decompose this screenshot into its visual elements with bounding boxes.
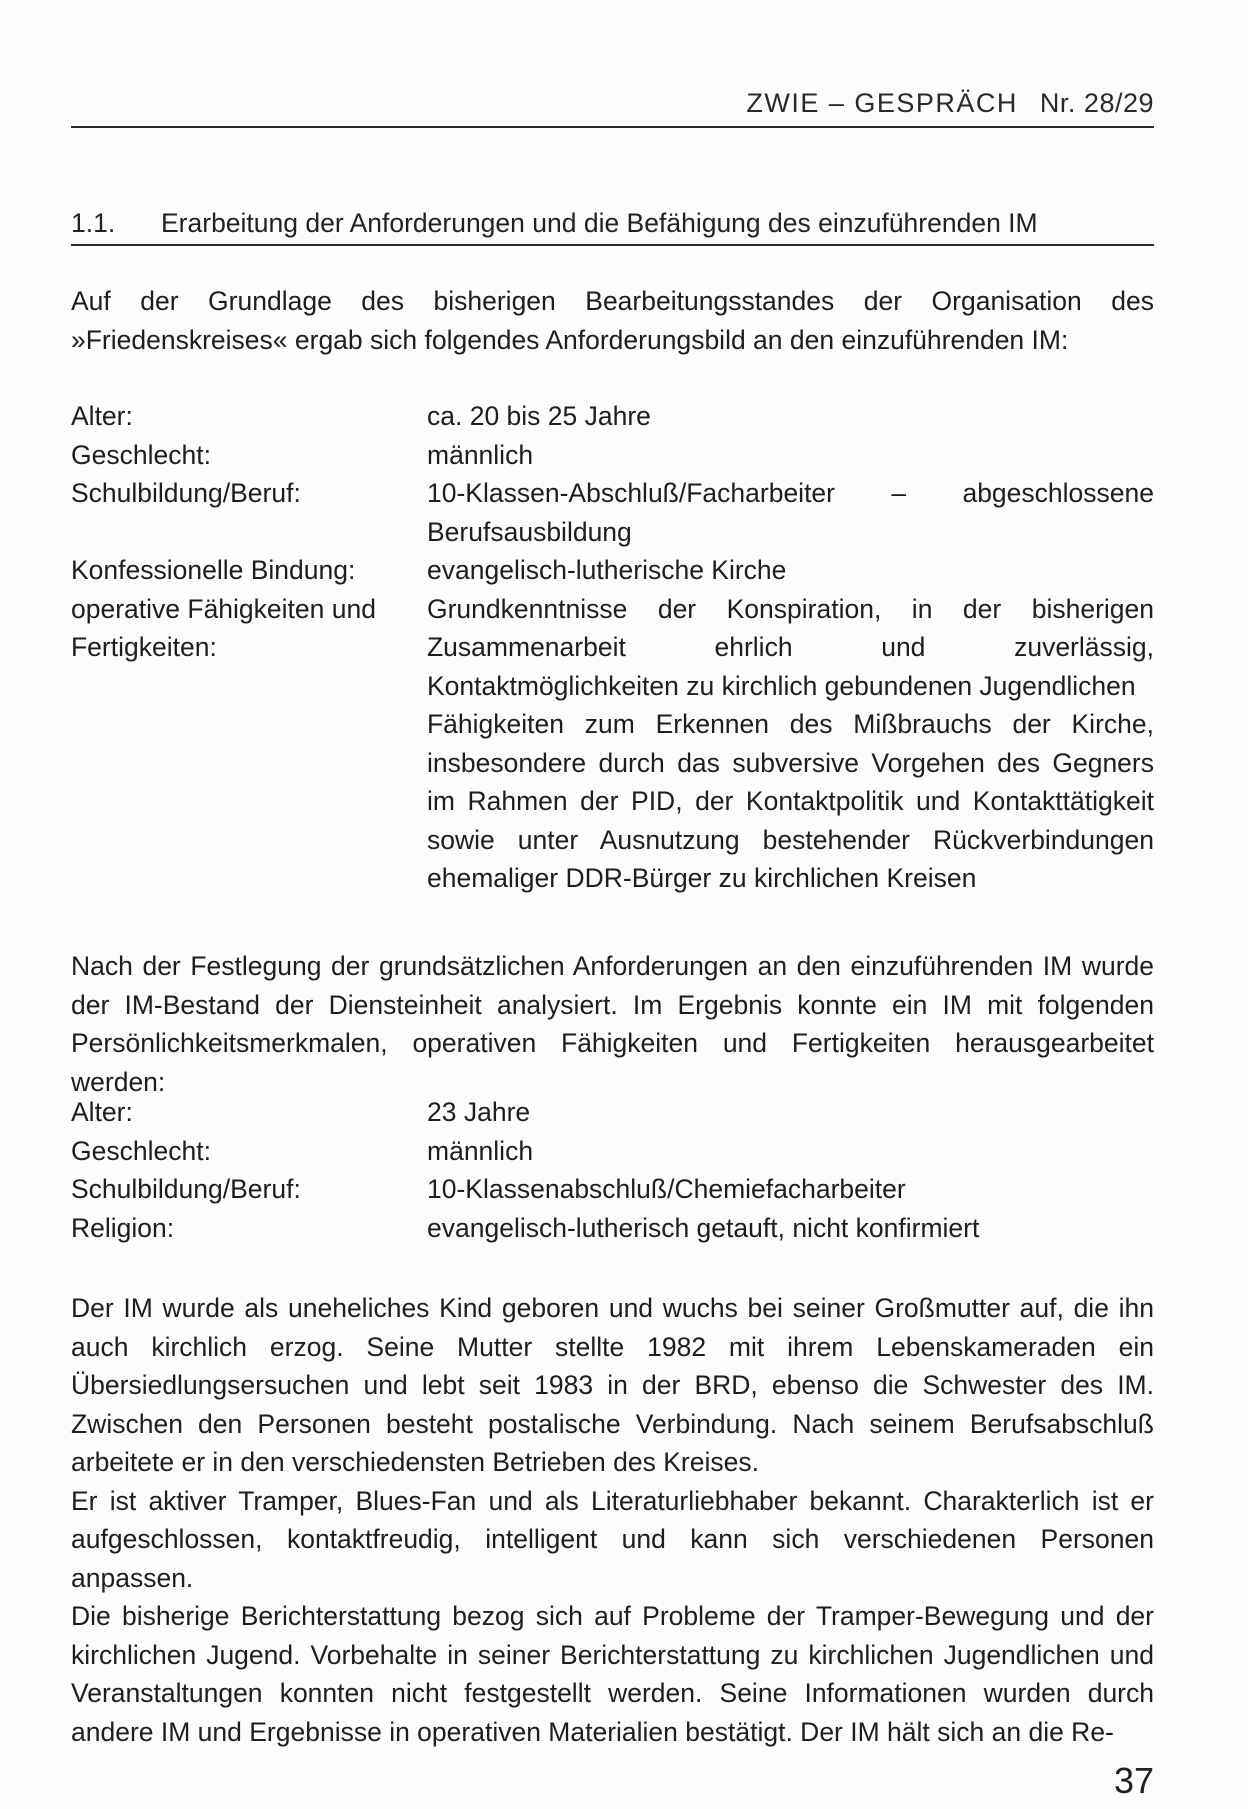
requirement-row <box>71 590 1154 706</box>
requirement-row <box>71 705 1154 898</box>
requirement-label: operative Fähigkeiten und Fertigkeiten: <box>71 593 376 662</box>
analysis-text: Nach der Festlegung der grundsätzlichen Anforderungen an den einzuführenden IM wurde der IM-Bestand der Diensteinheit analysiert. Im Ergebnis konnte ein IM mit folgenden Persönlichkeitsmerkmalen, operativen Fähigkeiten und Fertigkeiten herausgearbeitet werden: <box>71 951 1154 1097</box>
section-number: 1.1. <box>71 208 116 238</box>
section-rule <box>71 244 1154 246</box>
candidate-label: Schulbildung/Beruf: <box>71 1174 301 1204</box>
section-heading <box>71 208 1038 239</box>
requirement-row <box>71 474 1154 551</box>
candidate-row <box>71 1209 1154 1248</box>
journal-title: ZWIE – GESPRÄCH <box>746 88 1018 118</box>
candidate-label: Alter: <box>71 1097 133 1127</box>
biography-paragraph: Er ist aktiver Tramper, Blues-Fan und als Literaturliebhaber bekannt. Charakterlich ist er aufgeschlossen, kontaktfreudig, intelligent und kann sich verschiedenen Personen anpassen. <box>71 1485 1154 1593</box>
requirement-row <box>71 397 1154 436</box>
biography-paragraph: Die bisherige Berichterstattung bezog sich auf Probleme der Tramper-Bewegung und der kirchlichen Jugend. Vorbehalte in seiner Berichterstattung zu kirchlichen Jugendlichen und Veranstaltungen konnten nicht festgestellt werden. Seine Informationen wurden durch andere IM und Ergebnisse in operativen Materialien bestätigt. Der IM hält sich an die Re- <box>71 1601 1154 1747</box>
issue-number: Nr. 28/29 <box>1039 88 1154 118</box>
biography-section <box>71 1289 1154 1751</box>
candidate-row <box>71 1170 1154 1209</box>
candidate-value: 23 Jahre <box>427 1097 531 1127</box>
section-title: Erarbeitung der Anforderungen und die Befähigung des einzuführenden IM <box>161 208 1038 238</box>
requirement-row <box>71 436 1154 475</box>
running-header <box>746 88 1154 119</box>
requirements-list <box>71 397 1154 898</box>
intro-paragraph <box>71 282 1154 359</box>
candidate-value: evangelisch-lutherisch getauft, nicht konfirmiert <box>427 1212 980 1243</box>
requirement-value: Grundkenntnisse der Konspiration, in der bisherigen Zusammenarbeit ehrlich und zuverlässig, Kontaktmöglichkeiten zu kirchlich gebundenen Jugendlichen <box>427 593 1154 701</box>
requirement-label <box>71 705 427 898</box>
requirement-row <box>71 551 1154 590</box>
candidate-label: Geschlecht: <box>71 1135 211 1166</box>
candidate-value: männlich <box>427 1135 534 1166</box>
candidate-row <box>71 1093 1154 1132</box>
requirement-value: 10-Klassen-Abschluß/Facharbeiter – abgeschlossene Berufsausbildung <box>427 478 1154 547</box>
candidate-profile-list <box>71 1093 1154 1247</box>
requirement-label: Alter: <box>71 401 133 431</box>
requirement-value: ca. 20 bis 25 Jahre <box>427 401 651 431</box>
requirement-label: Schulbildung/Beruf: <box>71 478 301 508</box>
candidate-value: 10-Klassenabschluß/Chemiefacharbeiter <box>427 1174 906 1204</box>
intro-text: Auf der Grundlage des bisherigen Bearbeitungsstandes der Organisation des »Friedenskreises« ergab sich folgendes Anforderungsbild an den einzuführenden IM: <box>71 286 1154 355</box>
header-rule <box>71 126 1154 128</box>
candidate-label: Religion: <box>71 1212 175 1243</box>
analysis-paragraph <box>71 947 1154 1101</box>
page-number: 37 <box>1113 1760 1154 1801</box>
requirement-value: Fähigkeiten zum Erkennen des Mißbrauchs der Kirche, insbesondere durch das subversive Vorgehen des Gegners im Rahmen der PID, der Kontaktpolitik und Kontakttätigkeit sowie unter Ausnutzung bestehender Rückverbindungen ehemaliger DDR-Bürger zu kirchlichen Kreisen <box>427 709 1154 893</box>
requirement-label: Konfessionelle Bindung: <box>71 555 356 585</box>
biography-paragraph: Der IM wurde als uneheliches Kind geboren und wuchs bei seiner Großmutter auf, die ihn auch kirchlich erzog. Seine Mutter stellte 1982 mit ihrem Lebenskameraden ein Übersiedlungsersuchen und lebt seit 1983 in der BRD, ebenso die Schwester des IM. Zwischen den Personen besteht postalische Verbindung. Nach seinem Berufsabschluß arbeitete er in den verschiedensten Betrieben des Kreises. <box>71 1293 1154 1477</box>
requirement-value: evangelisch-lutherische Kirche <box>427 555 787 585</box>
requirement-label: Geschlecht: <box>71 439 211 470</box>
candidate-row <box>71 1132 1154 1171</box>
requirement-value: männlich <box>427 439 534 470</box>
